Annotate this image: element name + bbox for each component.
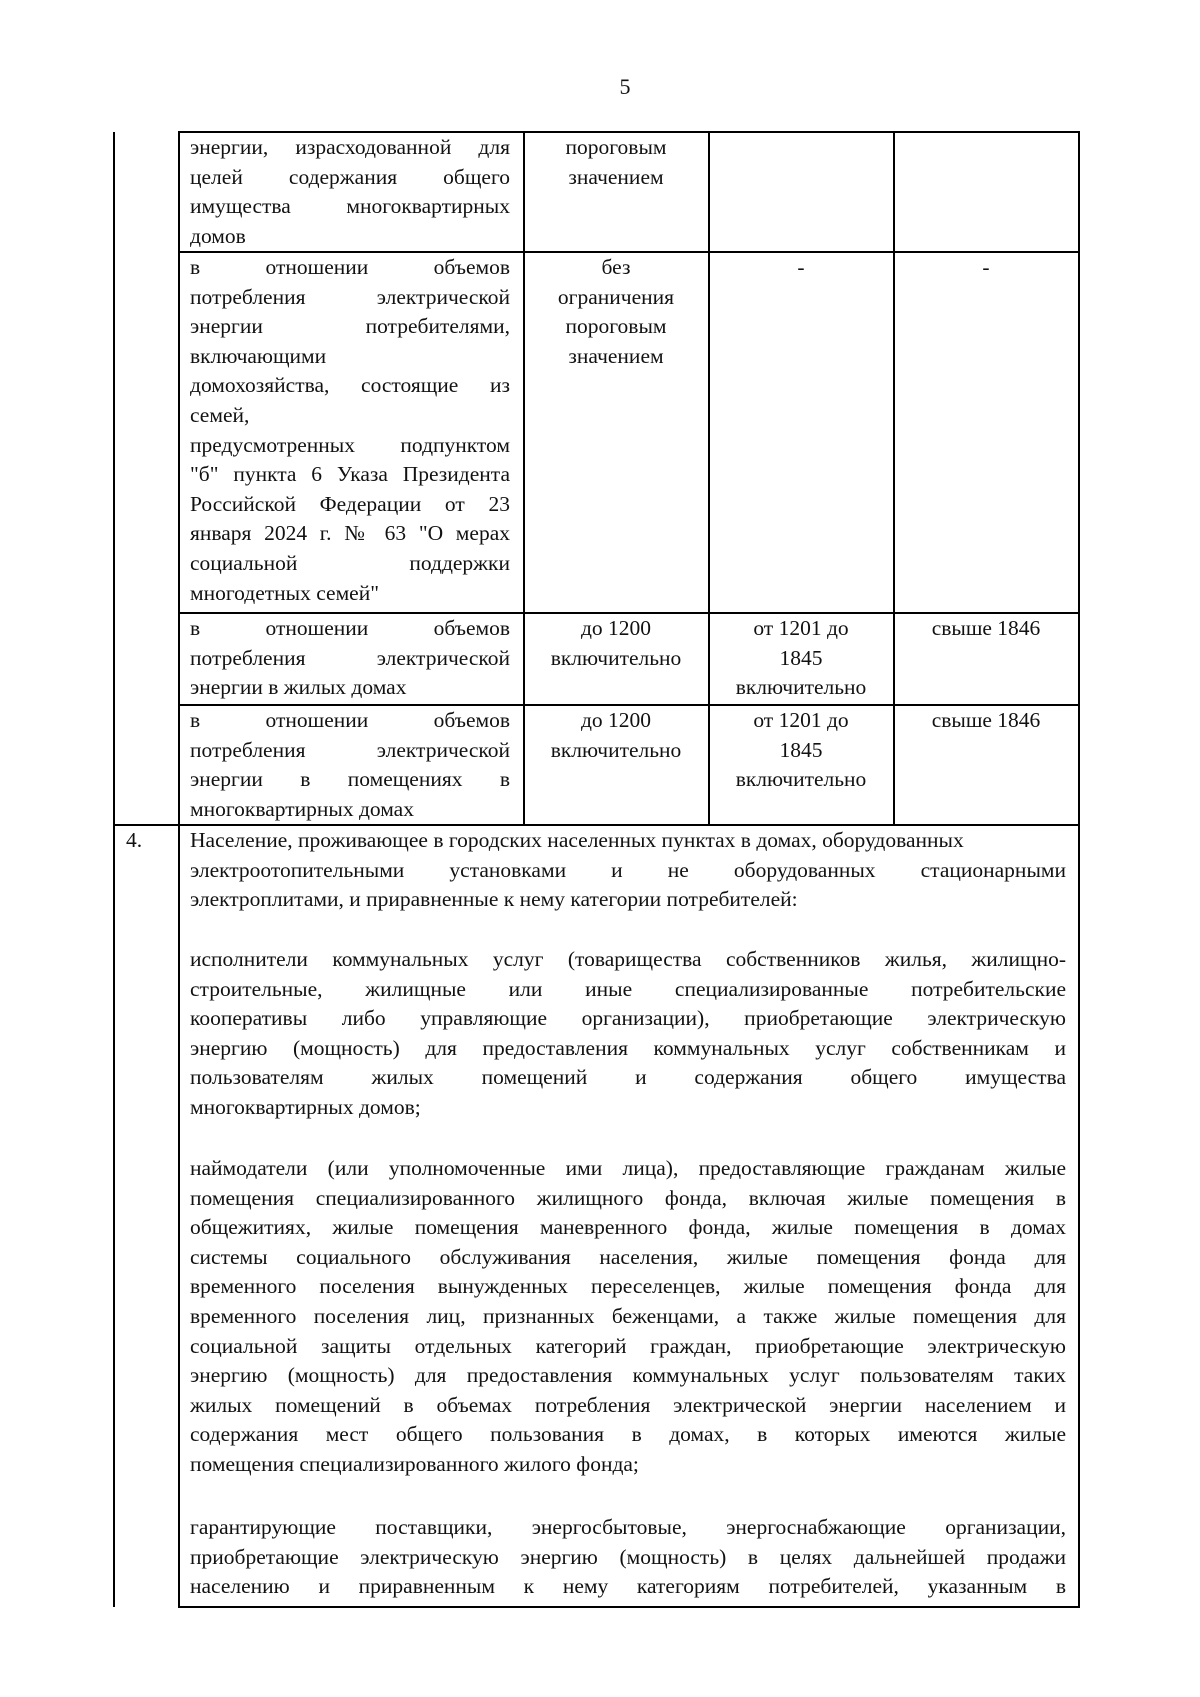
- text-line: потребления электрической: [190, 737, 510, 762]
- text-line: временного поселения вынужденных переселенцев, жилые помещения фонда для: [190, 1274, 1066, 1299]
- text-line: потребления электрической: [190, 645, 510, 670]
- table-rule: [178, 132, 180, 1607]
- row-2-range-1: [526, 253, 706, 371]
- text-line: наймодатели (или уполномоченные ими лица), предоставляющие гражданам жилые: [190, 1156, 1066, 1180]
- text-line: без: [601, 255, 631, 279]
- text-line: исполнители коммунальных услуг (товарищества собственников жилья, жилищно-: [190, 947, 1066, 971]
- text-line: включающими: [190, 343, 327, 368]
- text-line: приобретающие электрическую энергию (мощность) в целях дальнейшей продажи: [190, 1544, 1066, 1569]
- table-rule: [893, 132, 895, 825]
- text-line: домов: [190, 223, 246, 248]
- text-line: имущества многоквартирных: [190, 194, 510, 219]
- row-1-range-1: [526, 133, 706, 192]
- text-line: -: [982, 255, 990, 279]
- text-line: включительно: [550, 645, 682, 670]
- text-line: помещения специализированного жилого фонда;: [190, 1451, 639, 1476]
- table-rule: [523, 132, 525, 825]
- table-rule: [1078, 132, 1080, 1607]
- row-4-range-1: [526, 706, 706, 765]
- text-line: многодетных семей": [190, 580, 380, 605]
- row-1-description: [190, 133, 510, 251]
- row-4-description: [190, 706, 510, 824]
- text-line: кооперативы либо управляющие организации), приобретающие электрическую: [190, 1006, 1066, 1031]
- text-line: социальной защиты отдельных категорий граждан, приобретающие электрическую: [190, 1333, 1066, 1358]
- text-line: включительно: [735, 675, 867, 700]
- text-line: жилых помещений в объемах потребления электрической энергии населением и: [190, 1392, 1066, 1417]
- text-line: содержания мест общего пользования в домах, в которых имеются жилые: [190, 1422, 1066, 1447]
- row-3-range-1: [526, 614, 706, 673]
- text-line: 1845: [779, 645, 823, 670]
- section-4-paragraph-4: [190, 1513, 1066, 1602]
- text-line: системы социального обслуживания населения, жилые помещения фонда для: [190, 1244, 1066, 1269]
- text-line: значением: [568, 164, 664, 189]
- text-line: до 1200: [580, 616, 652, 640]
- text-line: "б" пункта 6 Указа Президента: [190, 462, 510, 487]
- text-line: в отношении объемов: [190, 708, 510, 732]
- text-line: включительно: [550, 737, 682, 762]
- text-line: строительные, жилищные или иные специализированные потребительские: [190, 976, 1066, 1001]
- section-4-number: 4.: [126, 828, 143, 852]
- row-3-range-3: [896, 614, 1076, 644]
- text-line: гарантирующие поставщики, энергосбытовые, энергоснабжающие организации,: [190, 1515, 1066, 1539]
- text-line: января 2024 г. № 63 "О мерах: [190, 521, 510, 546]
- text-line: значением: [568, 343, 664, 368]
- text-line: пороговым: [565, 135, 667, 159]
- text-line: электроотопительными установками и не оборудованных стационарными: [190, 857, 1066, 882]
- text-line: целей содержания общего: [190, 164, 510, 189]
- text-line: энергию (мощность) для предоставления коммунальных услуг пользователям таких: [190, 1363, 1066, 1388]
- section-4-paragraph-1: [190, 826, 1066, 915]
- row-2-description: [190, 253, 510, 608]
- text-line: ограничения: [557, 284, 675, 309]
- table-rule: [708, 132, 710, 825]
- text-line: до 1200: [580, 708, 652, 732]
- text-line: электроплитами, и приравненные к нему категории потребителей:: [190, 887, 798, 912]
- text-line: домохозяйства, состоящие из: [190, 373, 510, 398]
- text-line: социальной поддержки: [190, 550, 510, 575]
- text-line: помещения специализированного жилищного фонда, включая жилые помещения в: [190, 1185, 1066, 1210]
- row-4-range-2: [711, 706, 891, 795]
- text-line: 1845: [779, 737, 823, 762]
- text-line: свыше 1846: [931, 708, 1041, 732]
- row-4-range-3: [896, 706, 1076, 736]
- text-line: энергии, израсходованной для: [190, 135, 510, 159]
- section-4-paragraph-2: [190, 945, 1066, 1123]
- text-line: энергии в жилых домах: [190, 675, 407, 700]
- text-line: временного поселения лиц, признанных беженцами, а также жилые помещения для: [190, 1303, 1066, 1328]
- text-line: многоквартирных домах: [190, 796, 414, 821]
- text-line: Население, проживающее в городских населенных пунктах в домах, оборудованных: [190, 828, 964, 852]
- page-number: 5: [619, 74, 631, 99]
- row-3-description: [190, 614, 510, 703]
- text-line: энергии в помещениях в: [190, 767, 510, 792]
- text-line: общежитиях, жилые помещения маневренного фонда, жилые помещения в домах: [190, 1215, 1066, 1240]
- text-line: энергию (мощность) для предоставления коммунальных услуг собственникам и: [190, 1035, 1066, 1060]
- text-line: включительно: [735, 767, 867, 792]
- row-2-range-3: [896, 253, 1076, 283]
- section-4-paragraph-3: [190, 1154, 1066, 1480]
- text-line: энергии потребителями,: [190, 314, 510, 339]
- text-line: -: [797, 255, 805, 279]
- text-line: в отношении объемов: [190, 255, 510, 279]
- text-line: Российской Федерации от 23: [190, 491, 510, 516]
- text-line: от 1201 до: [753, 708, 849, 732]
- table-rule: [113, 132, 115, 1607]
- table-rule: [178, 1606, 1080, 1608]
- text-line: в отношении объемов: [190, 616, 510, 640]
- text-line: многоквартирных домов;: [190, 1094, 421, 1119]
- row-3-range-2: [711, 614, 891, 703]
- text-line: потребления электрической: [190, 284, 510, 309]
- text-line: пользователям жилых помещений и содержания общего имущества: [190, 1065, 1066, 1090]
- text-line: предусмотренных подпунктом: [190, 432, 510, 457]
- text-line: семей,: [190, 402, 250, 427]
- row-2-range-2: [711, 253, 891, 283]
- text-line: от 1201 до: [753, 616, 849, 640]
- text-line: пороговым: [565, 314, 667, 339]
- text-line: свыше 1846: [931, 616, 1041, 640]
- text-line: населению и приравненным к нему категориям потребителей, указанным в: [190, 1574, 1066, 1599]
